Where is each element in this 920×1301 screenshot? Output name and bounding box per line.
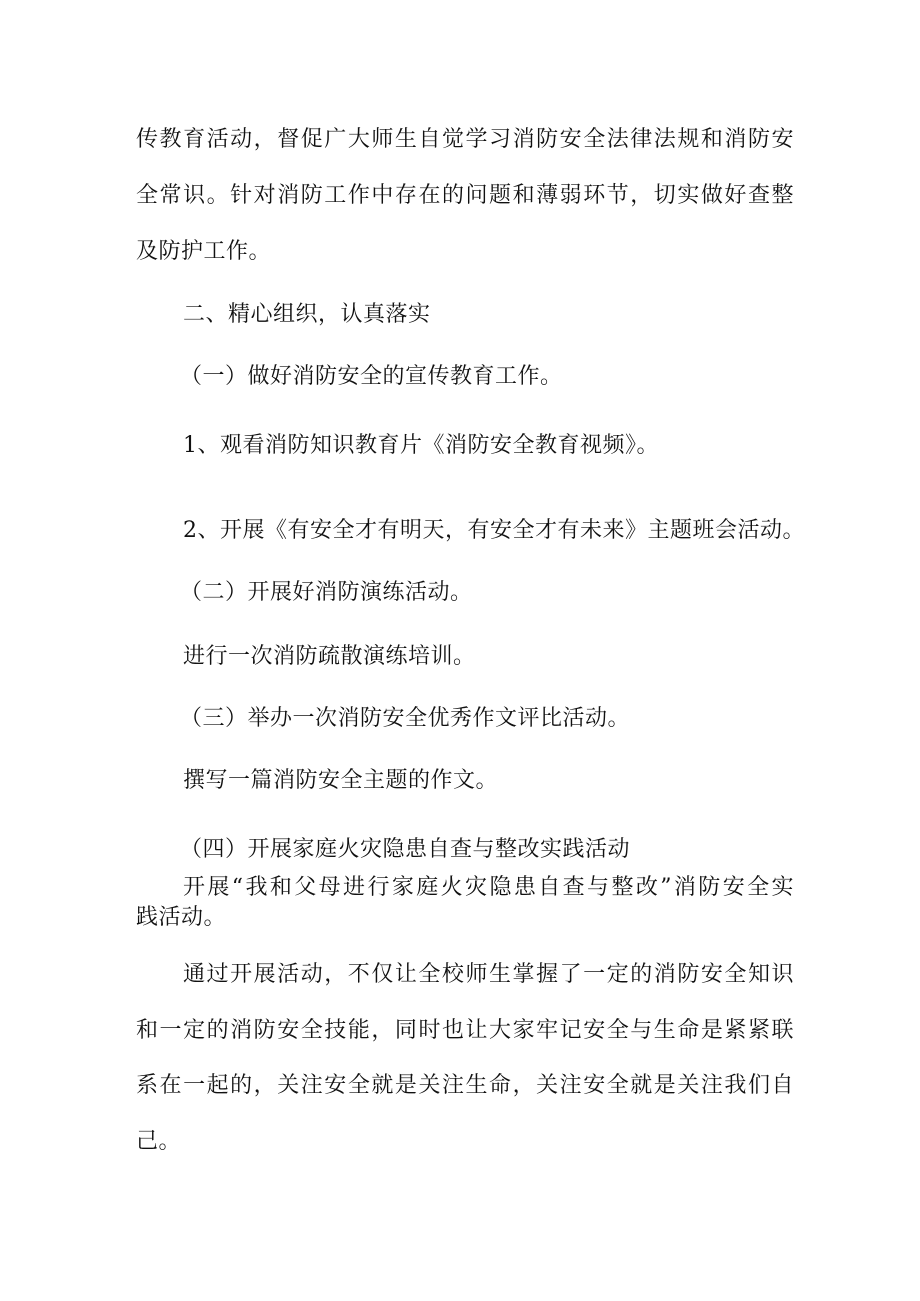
body-text-essay: 撰写一篇消防安全主题的作文。	[183, 768, 499, 793]
paragraph-intro-line-2: 全常识。针对消防工作中存在的问题和薄弱环节，切实做好查整	[136, 183, 794, 208]
subheading-1: （一）做好消防安全的宣传教育工作。	[180, 364, 563, 389]
section-heading-2: 二、精心组织，认真落实	[183, 302, 431, 327]
body-text-drill: 进行一次消防疏散演练培训。	[183, 644, 476, 669]
subheading-2: （二）开展好消防演练活动。	[180, 580, 473, 605]
conclusion-line-2: 和一定的消防安全技能，同时也让大家牢记安全与生命是紧紧联	[136, 1018, 794, 1043]
list-item-1: 1、观看消防知识教育片《消防安全教育视频》。	[183, 433, 659, 458]
paragraph-intro-line-1: 传教育活动，督促广大师生自觉学习消防安全法律法规和消防安	[136, 127, 794, 152]
conclusion-line-3: 系在一起的，关注安全就是关注生命，关注安全就是关注我们自	[136, 1073, 794, 1098]
subheading-4: （四）开展家庭火灾隐患自查与整改实践活动	[180, 837, 631, 862]
list-item-2: 2、开展《有安全才有明天，有安全才有未来》主题班会活动。	[183, 518, 805, 543]
body-text-home-check-line-2: 践活动。	[136, 905, 227, 930]
conclusion-line-4: 己。	[136, 1129, 182, 1154]
conclusion-line-1: 通过开展活动，不仅让全校师生掌握了一定的消防安全知识	[183, 962, 794, 987]
body-text-home-check-line-1: 开展“我和父母进行家庭火灾隐患自查与整改”消防安全实	[183, 875, 794, 900]
subheading-3: （三）举办一次消防安全优秀作文评比活动。	[180, 706, 631, 731]
paragraph-intro-line-3: 及防护工作。	[136, 239, 272, 264]
